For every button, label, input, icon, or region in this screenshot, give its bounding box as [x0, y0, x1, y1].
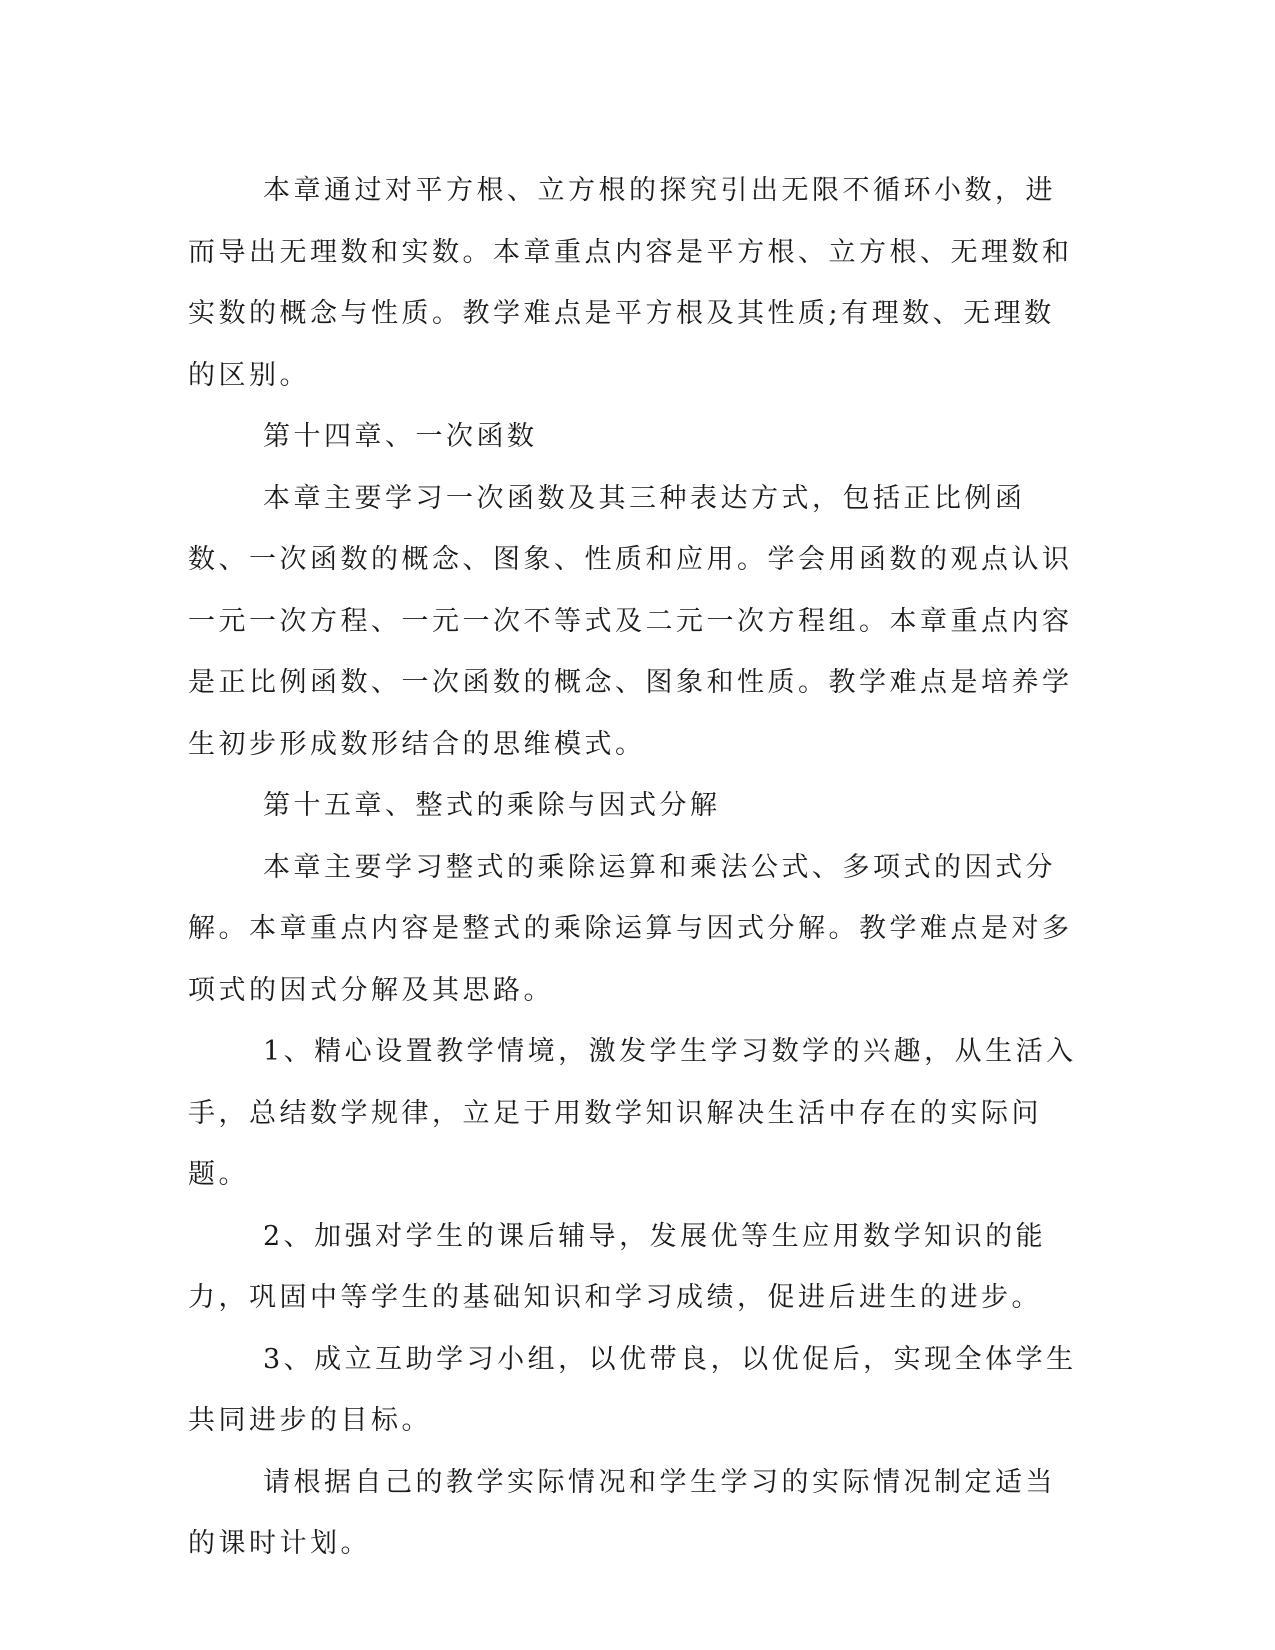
chapter-heading-15: 第十五章、整式的乘除与因式分解: [263, 790, 721, 821]
measure-item-3: 3、成立互助学习小组，以优带良，以优促后，实现全体学生共同进步的目标。: [188, 1343, 1077, 1436]
paragraph-ch15-summary: 本章主要学习整式的乘除运算和乘法公式、多项式的因式分解。本章重点内容是整式的乘除运算与因式分解。教学难点是对多项式的因式分解及其思路。: [188, 851, 1073, 1006]
closing-note: 请根据自己的教学实际情况和学生学习的实际情况制定适当的课时计划。: [188, 1466, 1056, 1559]
paragraph-ch13-summary: 本章通过对平方根、立方根的探究引出无限不循环小数，进而导出无理数和实数。本章重点内容是平方根、立方根、无理数和实数的概念与性质。教学难点是平方根及其性质;有理数、无理数的区别。: [188, 175, 1073, 391]
chapter-heading-14: 第十四章、一次函数: [263, 421, 538, 452]
measure-item-1: 1、精心设置教学情境，激发学生学习数学的兴趣，从生活入手，总结数学规律，立足于用数学知识解决生活中存在的实际问题。: [188, 1036, 1077, 1190]
measure-item-2: 2、加强对学生的课后辅导，发展优等生应用数学知识的能力，巩固中等学生的基础知识和学习成绩，促进后进生的进步。: [188, 1220, 1047, 1313]
document-body: [188, 160, 1078, 1575]
paragraph-ch14-summary: 本章主要学习一次函数及其三种表达方式，包括正比例函数、一次函数的概念、图象、性质和应用。学会用函数的观点认识一元一次方程、一元一次不等式及二元一次方程组。本章重点内容是正比例函数、一次函数的概念、图象和性质。教学难点是培养学生初步形成数形结合的思维模式。: [188, 482, 1073, 760]
